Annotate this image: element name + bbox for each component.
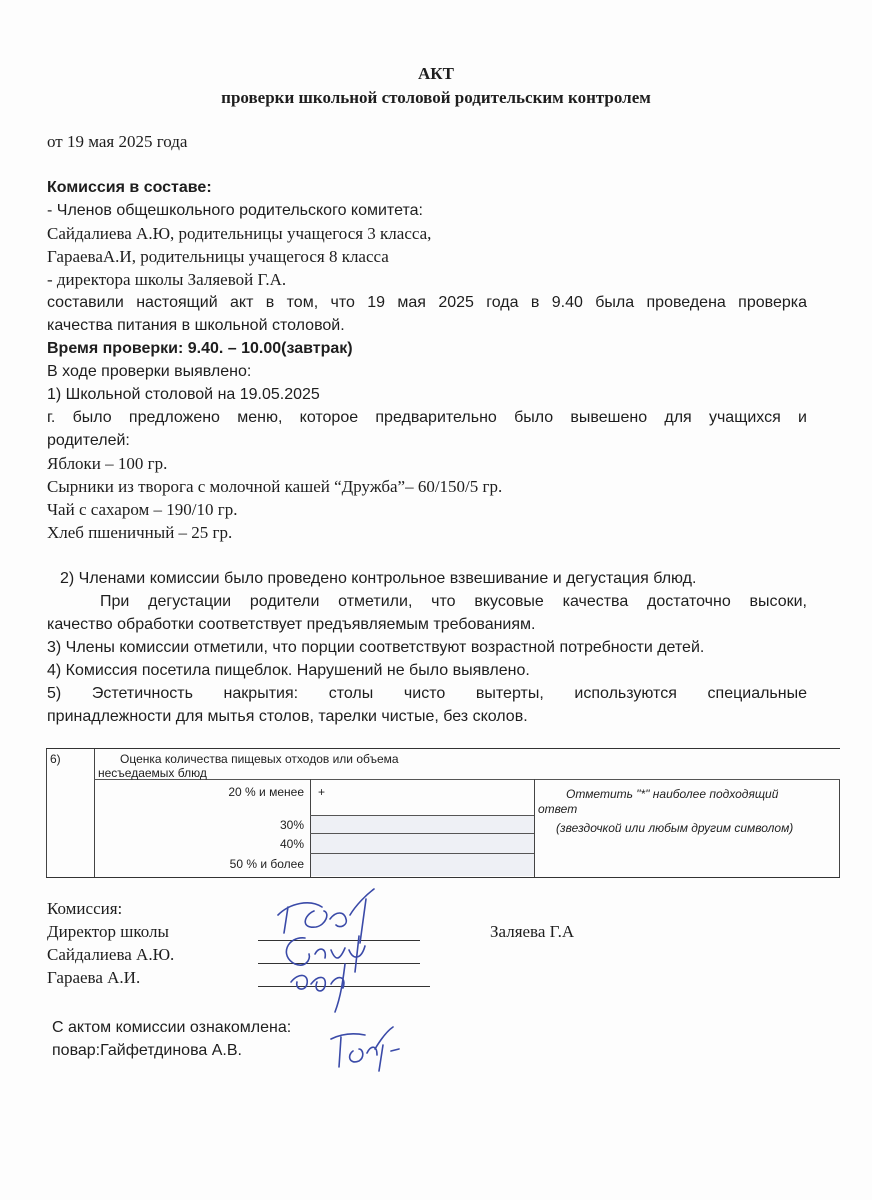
- item-1-line-1: 1) Школьной столовой на 19.05.2025: [47, 386, 320, 403]
- cook-signature: [325, 1025, 405, 1075]
- menu-item: Яблоки – 100 гр.: [47, 454, 168, 473]
- table-number: 6): [50, 752, 61, 766]
- table-row-label: 50 % и более: [229, 857, 304, 871]
- table-row-label: 30%: [279, 818, 304, 832]
- menu-item: Хлеб пшеничный – 25 гр.: [47, 523, 233, 542]
- table-heading-line-1: Оценка количества пищевых отходов или объема: [120, 752, 399, 766]
- table-note-line-1: Отметить "*" наиболее подходящий: [566, 787, 779, 801]
- acknowledgement-line-1: С актом комиссии ознакомлена:: [52, 1019, 292, 1036]
- item-1-line-2: г. было предложено меню, которое предварительно было вывешено для учащихся и: [47, 409, 807, 426]
- item-3: 3) Члены комиссии отметили, что порции соответствуют возрастной потребности детей.: [47, 639, 705, 656]
- signatures-heading: Комиссия:: [47, 899, 123, 918]
- act-line-2: качества питания в школьной столовой.: [47, 317, 345, 334]
- commission-heading: Комиссия в составе:: [47, 179, 212, 196]
- act-line-1: составили настоящий акт в том, что 19 мая 2025 года в 9.40 была проведена проверка: [47, 294, 807, 311]
- director-name: Заляева Г.А: [490, 922, 575, 941]
- menu-item: Чай с сахаром – 190/10 гр.: [47, 500, 238, 519]
- table-row-mark: +: [318, 785, 326, 799]
- commission-line-3: ГараеваА.И, родительницы учащегося 8 класса: [47, 247, 389, 266]
- item-5-line-1: 5) Эстетичность накрытия: столы чисто вытерты, используются специальные: [47, 685, 807, 702]
- date-line: от 19 мая 2025 года: [47, 132, 188, 151]
- waste-assessment-table: [46, 748, 840, 878]
- acknowledgement-line-2: повар:Гайфетдинова А.В.: [52, 1042, 242, 1059]
- table-heading-line-2: несъедаемых блюд: [98, 766, 207, 780]
- table-note-line-2: ответ: [538, 802, 578, 816]
- document-subtitle: проверки школьной столовой родительским контролем: [221, 88, 651, 107]
- commission-line-1: - Членов общешкольного родительского комитета:: [47, 202, 423, 219]
- tasting-line-2: качество обработки соответствует предъявляемым требованиям.: [47, 616, 536, 633]
- tasting-line-1: При дегустации родители отметили, что вкусовые качества достаточно высоки,: [100, 593, 807, 610]
- menu-item: Сырники из творога с молочной кашей “Дружба”– 60/150/5 гр.: [47, 477, 503, 496]
- director-label: Директор школы: [47, 922, 169, 941]
- table-row-label: 20 % и менее: [228, 785, 304, 799]
- document-title: АКТ: [418, 64, 454, 83]
- commission-line-4: - директора школы Заляевой Г.А.: [47, 270, 287, 289]
- found-heading: В ходе проверки выявлено:: [47, 363, 252, 380]
- item-4: 4) Комиссия посетила пищеблок. Нарушений не было выявлено.: [47, 662, 530, 679]
- member-1-name: Сайдалиева А.Ю.: [47, 945, 175, 964]
- inspection-time: Время проверки: 9.40. – 10.00(завтрак): [47, 340, 353, 357]
- member-2-name: Гараева А.И.: [47, 968, 141, 987]
- member-2-signature: [285, 960, 375, 1015]
- table-row-label: 40%: [279, 837, 304, 851]
- commission-line-2: Сайдалиева А.Ю, родительницы учащегося 3 класса,: [47, 224, 432, 243]
- item-2: 2) Членами комиссии было проведено контрольное взвешивание и дегустация блюд.: [60, 570, 697, 587]
- table-note-line-3: (звездочкой или любым другим символом): [556, 821, 794, 835]
- item-1-line-3: родителей:: [47, 432, 130, 449]
- item-5-line-2: принадлежности для мытья столов, тарелки чистые, без сколов.: [47, 708, 528, 725]
